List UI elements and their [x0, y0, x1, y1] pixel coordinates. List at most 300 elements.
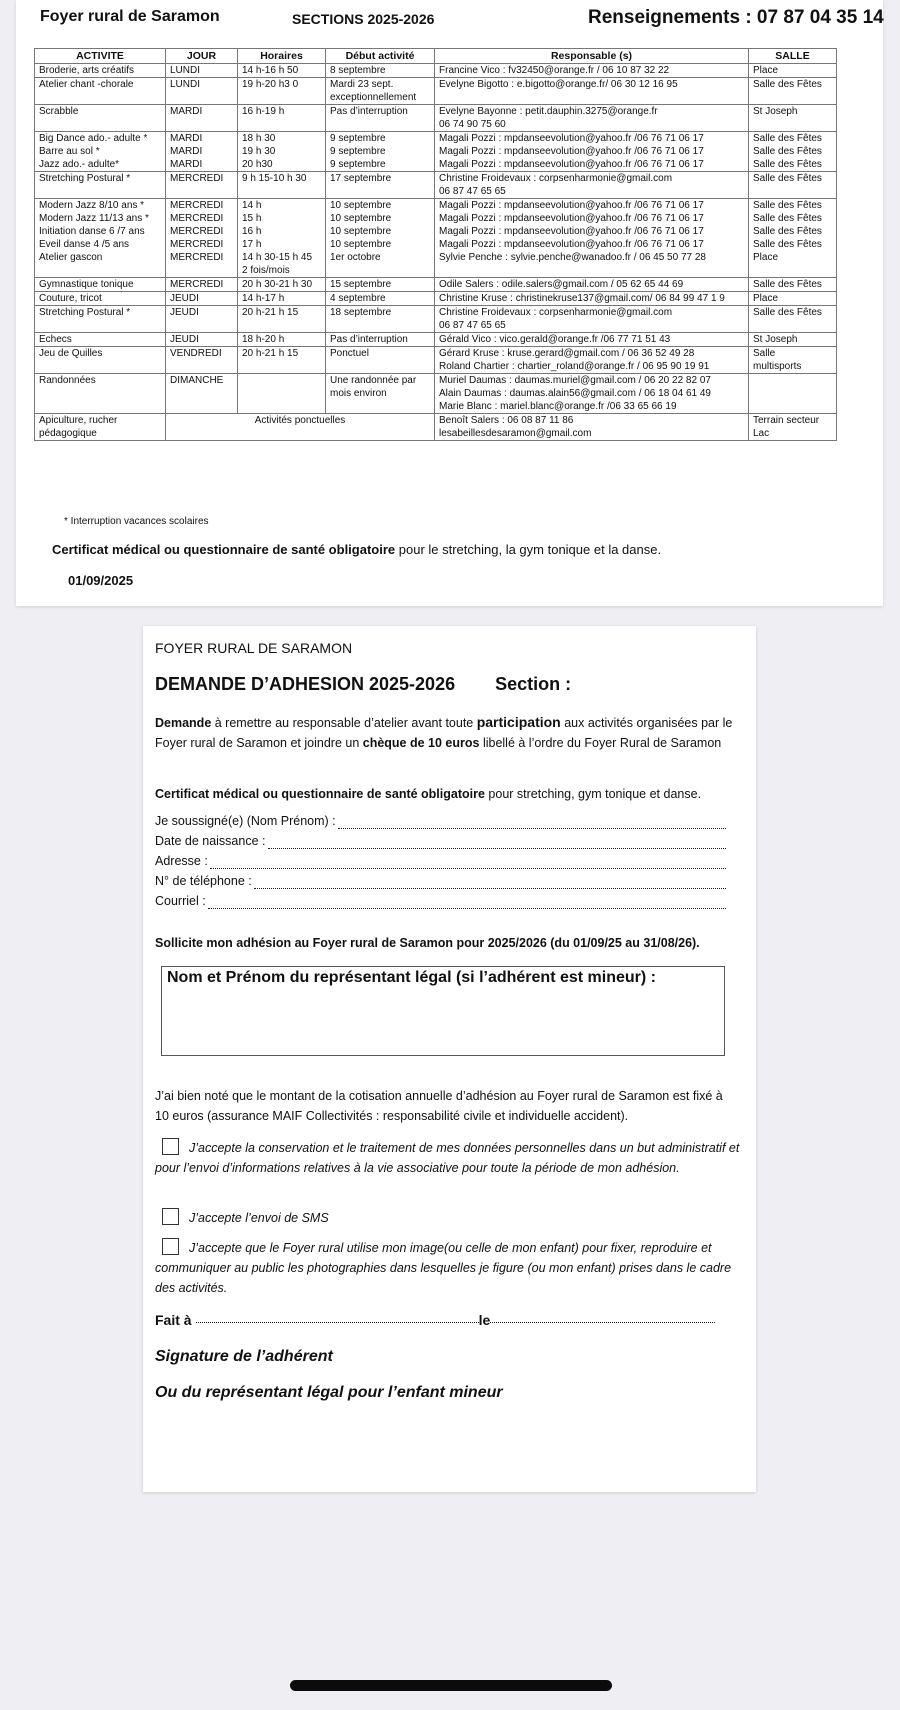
cell-text: Evelyne Bigotto : e.bigotto@orange.fr/ 06 30 12 16 95	[439, 79, 678, 90]
table-cell-salle	[749, 64, 837, 78]
table-cell-salle	[749, 158, 837, 172]
table-cell-responsable	[435, 374, 749, 414]
cell-text: 16 h	[242, 226, 262, 237]
table-cell-jour	[166, 64, 238, 78]
table-cell-jour	[166, 225, 238, 238]
table-cell-salle	[749, 333, 837, 347]
table-row	[35, 374, 837, 414]
table-cell-activite	[35, 374, 166, 414]
consent-data-label: J’accepte la conservation et le traitement de mes données personnelles dans un but administratif et pour l’envoi d’informations relatives à la vie associative pour toute la période de mon adhésion.	[155, 1141, 740, 1175]
cell-text: 18 h-20 h	[242, 334, 285, 345]
cell-text: 14 h-16 h 50	[242, 65, 299, 76]
signature-label: Signature de l’adhérent	[155, 1348, 333, 1365]
form-medical-bold: Certificat médical ou questionnaire de santé obligatoire	[155, 787, 485, 801]
cell-text: Salle des Fêtes	[753, 239, 822, 250]
cell-text: St Joseph	[753, 334, 798, 345]
cell-text: 8 septembre	[330, 65, 386, 76]
place-date-line	[155, 1312, 715, 1328]
table-cell-salle	[749, 132, 837, 146]
table-row	[35, 251, 837, 278]
table-cell-debut	[326, 145, 435, 158]
cell-text: Salle des Fêtes	[753, 307, 822, 318]
cell-text: 20 h-21 h 15	[242, 307, 299, 318]
table-cell-horaires	[238, 158, 326, 172]
cell-text: Couture, tricot	[39, 293, 102, 304]
table-header-row	[35, 49, 837, 64]
form-title	[155, 674, 571, 695]
table-cell-salle	[749, 199, 837, 213]
table-cell-activite	[35, 238, 166, 251]
table-cell-debut	[326, 132, 435, 146]
schedule-header	[28, 7, 884, 32]
table-cell-horaires	[238, 172, 326, 199]
table-cell-debut	[326, 225, 435, 238]
table-cell-debut	[326, 105, 435, 132]
cell-text: Magali Pozzi : mpdanseevolution@yahoo.fr /06 76 71 06 17	[439, 146, 704, 157]
table-row	[35, 278, 837, 292]
table-cell-jour	[166, 278, 238, 292]
table-cell-salle	[749, 105, 837, 132]
cell-text: Gérald Vico : vico.gerald@orange.fr /06 77 71 51 43	[439, 334, 671, 345]
cell-text: Place	[753, 252, 779, 263]
cell-text: Une randonnée par	[330, 375, 417, 386]
cell-text: Barre au sol *	[39, 146, 100, 157]
form-org-name: FOYER RURAL DE SARAMON	[155, 640, 353, 656]
table-cell-responsable	[435, 238, 749, 251]
table-cell-responsable	[435, 292, 749, 306]
cell-text: MERCREDI	[170, 200, 224, 211]
table-cell-horaires	[238, 78, 326, 105]
table-cell-jour	[166, 172, 238, 199]
email-field[interactable]	[155, 894, 726, 914]
table-cell-salle	[749, 306, 837, 333]
cell-text: Salle des Fêtes	[753, 213, 822, 224]
table-cell-jour	[166, 132, 238, 146]
cell-text: Magali Pozzi : mpdanseevolution@yahoo.fr /06 76 71 06 17	[439, 159, 704, 170]
cell-text: MARDI	[170, 106, 203, 117]
table-cell-responsable	[435, 278, 749, 292]
cell-text: LUNDI	[170, 79, 201, 90]
demande-text-1: à remettre au responsable d’atelier avant toute	[211, 716, 477, 730]
table-row	[35, 306, 837, 333]
cell-text: Ponctuel	[330, 348, 369, 359]
phone-field-label: N° de téléphone :	[155, 874, 252, 888]
table-cell-responsable	[435, 414, 749, 441]
cell-text: Terrain secteur	[753, 415, 820, 426]
table-cell-jour	[166, 333, 238, 347]
table-cell-activite	[35, 306, 166, 333]
cell-text: JEUDI	[170, 307, 199, 318]
table-cell-debut	[326, 278, 435, 292]
address-field[interactable]	[155, 854, 726, 874]
birthdate-field-label: Date de naissance :	[155, 834, 266, 848]
table-row	[35, 225, 837, 238]
table-cell-horaires	[238, 212, 326, 225]
table-cell-jour	[166, 238, 238, 251]
demande-word: Demande	[155, 716, 212, 730]
table-cell-activite	[35, 132, 166, 146]
consent-image-label: J’accepte que le Foyer rural utilise mon image(ou celle de mon enfant) pour fixer, reproduire et communiquer au public les photographies dans lesquelles je figure (ou mon enfant) prises dans le cadre des activités.	[155, 1241, 732, 1295]
table-cell-horaires	[238, 238, 326, 251]
address-input-line[interactable]	[210, 854, 726, 869]
cell-text: Magali Pozzi : mpdanseevolution@yahoo.fr /06 76 71 06 17	[439, 226, 704, 237]
fait-a-label: Fait à	[155, 1312, 192, 1328]
cell-text: St Joseph	[753, 106, 798, 117]
cell-text: Modern Jazz 8/10 ans *	[39, 200, 145, 211]
cell-text-line-2: multisports	[753, 361, 802, 372]
cell-text-line-2: mois environ	[330, 388, 387, 399]
table-cell-jour	[166, 292, 238, 306]
table-cell-debut	[326, 238, 435, 251]
cell-text: MERCREDI	[170, 213, 224, 224]
cell-text: MERCREDI	[170, 239, 224, 250]
cell-text-line-2: 06 74 90 75 60	[439, 119, 506, 130]
table-cell-debut	[326, 212, 435, 225]
medical-certificate-text: pour le stretching, la gym tonique et la danse.	[395, 542, 662, 557]
table-cell-horaires	[238, 292, 326, 306]
table-cell-responsable	[435, 347, 749, 374]
email-field-label: Courriel :	[155, 894, 206, 908]
address-field-label: Adresse :	[155, 854, 208, 868]
place-input-line[interactable]	[196, 1312, 479, 1323]
table-row	[35, 105, 837, 132]
table-body	[35, 64, 837, 441]
fee-notice: J’ai bien noté que le montant de la cotisation annuelle d’adhésion au Foyer rural de Saramon est fixé à 10 euros (assurance MAIF Collectivités : responsabilité civile et individuelle accident).	[155, 1089, 723, 1123]
table-cell-responsable	[435, 225, 749, 238]
table-cell-activite	[35, 225, 166, 238]
cell-text: Pas d’interruption	[330, 334, 408, 345]
table-cell-horaires	[238, 199, 326, 213]
birthdate-input-line[interactable]	[268, 834, 727, 849]
cell-text: VENDREDI	[170, 348, 222, 359]
table-cell-debut	[326, 199, 435, 213]
cell-text: Evelyne Bayonne : petit.dauphin.3275@orange.fr	[439, 106, 658, 117]
table-row	[35, 172, 837, 199]
table-cell-responsable	[435, 132, 749, 146]
membership-request: Sollicite mon adhésion au Foyer rural de Saramon pour 2025/2026 (du 01/09/25 au 31/08/26).	[155, 936, 700, 950]
table-row	[35, 333, 837, 347]
cell-text: 16 h-19 h	[242, 106, 285, 117]
cell-text: Atelier gascon	[39, 252, 103, 263]
table-cell-salle	[749, 251, 837, 278]
cell-text: Scrabble	[39, 106, 79, 117]
consent-sms-checkbox[interactable]	[162, 1208, 179, 1225]
representative-signature-label: Ou du représentant légal pour l’enfant mineur	[155, 1384, 503, 1401]
cell-text: Apiculture, rucher	[39, 415, 118, 426]
table-cell-debut	[326, 347, 435, 374]
cell-text: Echecs	[39, 334, 72, 345]
table-cell-activite	[35, 158, 166, 172]
cell-text: MERCREDI	[170, 226, 224, 237]
cell-text: 20 h30	[242, 159, 273, 170]
table-cell-activite	[35, 199, 166, 213]
cell-text: 18 septembre	[330, 307, 392, 318]
cell-text: Magali Pozzi : mpdanseevolution@yahoo.fr /06 76 71 06 17	[439, 133, 704, 144]
cell-text: Salle des Fêtes	[753, 146, 822, 157]
table-cell-salle	[749, 347, 837, 374]
table-row	[35, 145, 837, 158]
cell-text: Modern Jazz 11/13 ans *	[39, 213, 149, 224]
table-cell-responsable	[435, 64, 749, 78]
name-field-label: Je soussigné(e) (Nom Prénom) :	[155, 814, 336, 828]
table-cell-jour	[166, 105, 238, 132]
cell-text: 9 h 15-10 h 30	[242, 173, 307, 184]
legal-representative-box[interactable]	[161, 966, 725, 1056]
table-cell-jour	[166, 78, 238, 105]
cell-text: Gérard Kruse : kruse.gerard@gmail.com / 06 36 52 49 28	[439, 348, 695, 359]
table-cell-responsable	[435, 199, 749, 213]
cell-text: 14 h	[242, 200, 262, 211]
cell-text: Salle des Fêtes	[753, 79, 822, 90]
table-cell-horaires	[238, 278, 326, 292]
cell-text: 14 h 30-15 h 45	[242, 252, 313, 263]
le-label: le	[478, 1312, 491, 1328]
column-header: Responsable (s)	[435, 49, 749, 64]
cell-text: Salle	[753, 348, 776, 359]
table-cell-activite	[35, 212, 166, 225]
table-cell-debut	[326, 333, 435, 347]
table-cell-debut	[326, 292, 435, 306]
table-cell-ponctuelles	[166, 414, 435, 441]
table-cell-horaires	[238, 225, 326, 238]
cell-text: 15 septembre	[330, 279, 392, 290]
form-title-text: DEMANDE D’ADHESION 2025-2026	[155, 674, 456, 694]
table-cell-horaires	[238, 333, 326, 347]
table-cell-jour	[166, 212, 238, 225]
table-cell-activite	[35, 64, 166, 78]
cell-text: MARDI	[170, 146, 203, 157]
cell-text: Odile Salers : odile.salers@gmail.com / 05 62 65 44 69	[439, 279, 684, 290]
cell-text: JEUDI	[170, 334, 199, 345]
table-cell-debut	[326, 158, 435, 172]
cell-text: Pas d’interruption	[330, 106, 408, 117]
consent-image-checkbox[interactable]	[162, 1238, 179, 1255]
demande-text-2: aux activités organisées par le Foyer rural de Saramon et joindre un	[155, 716, 733, 750]
cell-text: 10 septembre	[330, 226, 392, 237]
table-cell-salle	[749, 292, 837, 306]
cell-text: MERCREDI	[170, 252, 224, 263]
cell-text: Place	[753, 65, 779, 76]
cell-text: 10 septembre	[330, 239, 392, 250]
form-medical-note	[155, 784, 740, 804]
demande-text-3: libellé à l’ordre du Foyer Rural de Saramon	[479, 736, 722, 750]
table-cell-responsable	[435, 172, 749, 199]
table-cell-salle	[749, 145, 837, 158]
table-cell-jour	[166, 145, 238, 158]
table-cell-salle	[749, 238, 837, 251]
table-cell-salle	[749, 225, 837, 238]
cell-text: Stretching Postural *	[39, 307, 131, 318]
cell-text: 4 septembre	[330, 293, 386, 304]
table-cell-horaires	[238, 374, 326, 414]
cell-text: Randonnées	[39, 375, 96, 386]
table-cell-activite	[35, 145, 166, 158]
table-cell-activite	[35, 333, 166, 347]
table-cell-jour	[166, 158, 238, 172]
table-row	[35, 132, 837, 146]
table-cell-salle	[749, 212, 837, 225]
cell-text: 18 h 30	[242, 133, 276, 144]
membership-form	[143, 626, 756, 1492]
cell-text: LUNDI	[170, 65, 201, 76]
cell-text: 9 septembre	[330, 146, 386, 157]
table-cell-salle	[749, 172, 837, 199]
email-input-line[interactable]	[208, 894, 726, 909]
table-row	[35, 212, 837, 225]
table-cell-responsable	[435, 333, 749, 347]
cell-text: Mardi 23 sept.	[330, 79, 394, 90]
cell-text-line-2: 06 87 47 65 65	[439, 320, 506, 331]
cell-text-line-3: Marie Blanc : mariel.blanc@orange.fr /06 33 65 66 19	[439, 401, 677, 412]
cell-text: MERCREDI	[170, 173, 224, 184]
table-cell-salle	[749, 78, 837, 105]
table-cell-debut	[326, 374, 435, 414]
table-cell-horaires	[238, 64, 326, 78]
phone-input-line[interactable]	[254, 874, 726, 889]
cell-text: 14 h-17 h	[242, 293, 285, 304]
cell-text: Salle des Fêtes	[753, 159, 822, 170]
cell-text-line-2: exceptionnellement	[330, 92, 417, 103]
cell-text: Benoît Salers : 06 08 87 11 86	[439, 415, 574, 426]
cell-text: Christine Froidevaux : corpsenharmonie@gmail.com	[439, 173, 673, 184]
table-cell-activite	[35, 414, 166, 441]
activities-table	[34, 48, 837, 441]
consent-image	[155, 1238, 745, 1298]
table-row	[35, 238, 837, 251]
form-medical-text: pour stretching, gym tonique et danse.	[484, 787, 702, 801]
name-input-line[interactable]	[338, 814, 726, 829]
table-cell-debut	[326, 78, 435, 105]
cell-text: 10 septembre	[330, 213, 392, 224]
cell-text: Magali Pozzi : mpdanseevolution@yahoo.fr /06 76 71 06 17	[439, 213, 704, 224]
table-cell-responsable	[435, 105, 749, 132]
legal-representative-label: Nom et Prénom du représentant légal (si l’adhérent est mineur) :	[167, 969, 656, 986]
table-row	[35, 414, 837, 441]
consent-data	[155, 1138, 745, 1178]
table-cell-activite	[35, 105, 166, 132]
cell-text: 1er octobre	[330, 252, 381, 263]
table-cell-horaires	[238, 145, 326, 158]
demande-paragraph	[155, 712, 740, 753]
table-cell-jour	[166, 199, 238, 213]
birthdate-field[interactable]	[155, 834, 726, 854]
table-cell-activite	[35, 292, 166, 306]
table-cell-salle	[749, 374, 837, 414]
cell-text: Sylvie Penche : sylvie.penche@wanadoo.fr / 06 45 50 77 28	[439, 252, 706, 263]
table-cell-horaires	[238, 132, 326, 146]
column-header: Début activité	[326, 49, 435, 64]
cell-text: Gymnastique tonique	[39, 279, 134, 290]
table-cell-horaires	[238, 347, 326, 374]
table-cell-horaires	[238, 105, 326, 132]
cell-text: Salle des Fêtes	[753, 279, 822, 290]
cell-text: Salle des Fêtes	[753, 200, 822, 211]
cell-text: Eveil danse 4 /5 ans	[39, 239, 130, 250]
table-cell-activite	[35, 172, 166, 199]
name-field[interactable]	[155, 814, 726, 834]
cell-text: Jazz ado.- adulte*	[39, 159, 120, 170]
org-name: Foyer rural de Saramon	[40, 8, 220, 25]
cell-text: MERCREDI	[170, 279, 224, 290]
table-cell-responsable	[435, 158, 749, 172]
table-row	[35, 292, 837, 306]
cell-text: Initiation danse 6 /7 ans	[39, 226, 145, 237]
table-cell-salle	[749, 414, 837, 441]
table-cell-activite	[35, 78, 166, 105]
table-row	[35, 64, 837, 78]
cell-text: MARDI	[170, 133, 203, 144]
cell-text: Christine Kruse : christinekruse137@gmail.com/ 06 84 99 47 1 9	[439, 293, 725, 304]
cell-text-line-2: 06 87 47 65 65	[439, 186, 506, 197]
cell-text: 19 h-20 h3 0	[242, 79, 299, 90]
medical-certificate-bold: Certificat médical ou questionnaire de santé obligatoire	[52, 542, 396, 557]
phone-field[interactable]	[155, 874, 726, 894]
table-row	[35, 78, 837, 105]
cell-text: Jeu de Quilles	[39, 348, 103, 359]
cell-text: Muriel Daumas : daumas.muriel@gmail.com / 06 20 22 82 07	[439, 375, 711, 386]
cell-text: Big Dance ado.- adulte *	[39, 133, 148, 144]
consent-sms	[155, 1208, 745, 1228]
column-header: JOUR	[166, 49, 238, 64]
cell-text: Magali Pozzi : mpdanseevolution@yahoo.fr /06 76 71 06 17	[439, 239, 704, 250]
table-cell-jour	[166, 347, 238, 374]
table-cell-responsable	[435, 306, 749, 333]
cell-text: Christine Froidevaux : corpsenharmonie@gmail.com	[439, 307, 673, 318]
home-indicator[interactable]	[290, 1680, 612, 1691]
cell-text: Activités ponctuelles	[254, 415, 346, 426]
section-label: Section :	[495, 674, 572, 694]
cell-text: 20 h-21 h 15	[242, 348, 299, 359]
cell-text: Salle des Fêtes	[753, 173, 822, 184]
table-cell-responsable	[435, 251, 749, 278]
table-cell-activite	[35, 251, 166, 278]
cell-text: 9 septembre	[330, 133, 386, 144]
cheque-amount: chèque de 10 euros	[362, 736, 480, 750]
cell-text-line-2: pédagogique	[39, 428, 97, 439]
cell-text-line-2: 2 fois/mois	[242, 265, 290, 276]
table-cell-debut	[326, 64, 435, 78]
table-cell-responsable	[435, 145, 749, 158]
cell-text: 10 septembre	[330, 200, 392, 211]
contact-phone: Renseignements : 07 87 04 35 14	[588, 7, 884, 28]
cell-text: 17 septembre	[330, 173, 392, 184]
cell-text: 17 h	[242, 239, 262, 250]
table-cell-debut	[326, 251, 435, 278]
column-header: SALLE	[749, 49, 837, 64]
cell-text: Atelier chant -chorale	[39, 79, 134, 90]
table-cell-jour	[166, 251, 238, 278]
column-header: Horaires	[238, 49, 326, 64]
column-header: ACTIVITE	[35, 49, 166, 64]
medical-certificate-note	[52, 542, 661, 557]
cell-text: Salle des Fêtes	[753, 133, 822, 144]
table-row	[35, 199, 837, 213]
cell-text-line-2: Alain Daumas : daumas.alain56@gmail.com / 06 18 04 61 49	[439, 388, 711, 399]
document-date: 01/09/2025	[68, 573, 134, 588]
date-input-line[interactable]	[490, 1312, 715, 1323]
table-cell-responsable	[435, 78, 749, 105]
cell-text: Salle des Fêtes	[753, 226, 822, 237]
schedule-page	[16, 0, 883, 606]
participation-word: participation	[476, 714, 561, 730]
cell-text: Francine Vico : fv32450@orange.fr / 06 10 87 32 22	[439, 65, 670, 76]
table-cell-jour	[166, 374, 238, 414]
table-cell-horaires	[238, 251, 326, 278]
table-cell-debut	[326, 306, 435, 333]
consent-data-checkbox[interactable]	[162, 1138, 179, 1155]
table-cell-jour	[166, 306, 238, 333]
cell-text: DIMANCHE	[170, 375, 224, 386]
